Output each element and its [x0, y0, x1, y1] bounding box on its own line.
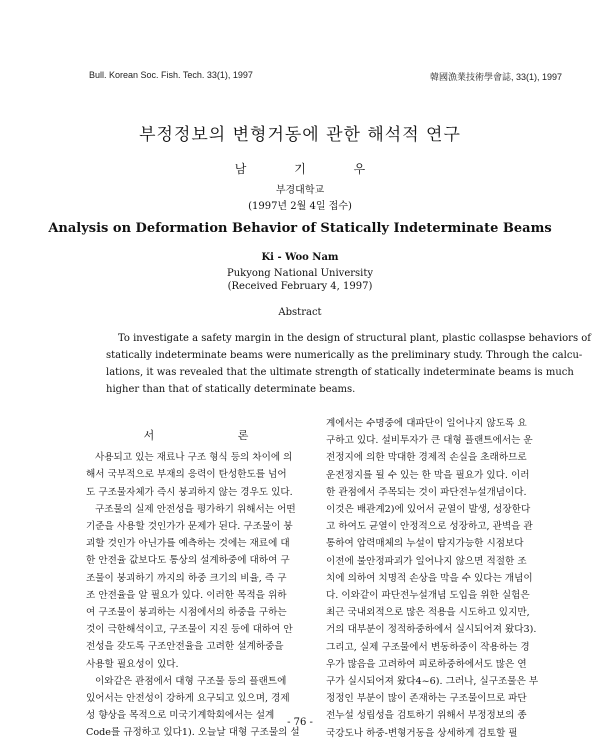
abstract-line: lations, it was revealed that the ultimate strength of statically indeterminate beams is much	[106, 367, 574, 378]
body-line: 한 관점에서 주목되는 것이 파단전누설개념이다.	[326, 486, 527, 498]
body-line: 전누설 성립성을 검토하기 위해서 부정정보의 종	[326, 710, 527, 722]
korean-affiliation: 부경대학교	[275, 185, 325, 196]
body-line: 해서 국부적으로 부재의 응력이 탄성한도를 넘어	[86, 469, 287, 481]
body-line: 이것은 배관계2)에 있어서 균열이 발생, 성장한다	[326, 504, 531, 516]
body-line: 구하고 있다. 설비투자가 큰 대형 플랜트에서는 운	[326, 435, 533, 447]
body-line: 고 하여도 균열이 안정적으로 성장하고, 관벽을 관	[326, 521, 533, 533]
body-line: 이와같은 관점에서 대형 구조물 등의 플랜트에	[95, 675, 287, 687]
body-line: 최근 국내외적으로 많은 적용을 시도하고 있지만,	[326, 607, 530, 619]
author-char: 남	[234, 162, 247, 176]
body-line: 이전에 불안정파괴가 일어나지 않으면 적절한 조	[326, 555, 527, 567]
body-line: 전성을 갖도록 구조안전율을 고려한 설계하중을	[86, 641, 284, 653]
body-line: 것이 극한해석이고, 구조물이 지진 등에 대하여 안	[86, 624, 293, 636]
body-column-right	[326, 415, 544, 742]
body-line: 구가 실시되어져 왔다4~6). 그러나, 실구조물은 부	[326, 676, 539, 688]
journal-header-korean: 韓國漁業技術學會誌, 33(1), 1997	[429, 72, 562, 82]
body-line: 전정지에 의한 막대한 경제적 손실을 초래하므로	[326, 452, 527, 464]
body-line: 국강도나 하중-변형거동을 상세하게 검토할 필	[326, 727, 518, 739]
english-received-date: (Received February 4, 1997)	[227, 281, 373, 292]
english-affiliation: Pukyong National University	[226, 268, 374, 279]
body-line: 거의 대부분이 정적하중하에서 실시되어져 왔다3).	[326, 624, 537, 636]
english-author: Ki - Woo Nam	[261, 252, 339, 263]
korean-author	[0, 160, 600, 177]
body-line: 그리고, 실제 구조물에서 변동하중이 작용하는 경	[326, 641, 530, 653]
body-line: 통하여 압력매체의 누설이 탐지가능한 시점보다	[326, 538, 524, 550]
body-line: 있어서는 안전성이 강하게 요구되고 있으며, 경제	[86, 693, 290, 705]
body-line: 운전정지를 될 수 있는 한 막을 필요가 있다. 이러	[326, 469, 530, 481]
body-line: 기준을 사용할 것인가가 문제가 된다. 구조물이 붕	[86, 521, 293, 533]
body-line: 한 안전율 값보다도 통상의 설계하중에 대하여 구	[86, 555, 290, 567]
body-line: 구조물의 실제 안전성을 평가하기 위해서는 어떤	[95, 503, 296, 515]
body-line: 사용되고 있는 재료나 구조 형식 등의 차이에 의	[95, 452, 293, 464]
body-line: 우가 많음을 고려하여 피로하중하에서도 많은 연	[326, 658, 527, 670]
abstract-heading: Abstract	[278, 307, 322, 318]
abstract-line: statically indeterminate beams were numerically as the preliminary study. Through the calcu-	[106, 350, 583, 361]
body-line: 조물이 붕괴하기 까지의 하중 크기의 비율, 즉 구	[86, 572, 287, 584]
body-line: 조 안전율을 알 필요가 있다. 이러한 목적을 위하	[86, 589, 287, 601]
body-line: 치에 의하여 치명적 손상을 막을 수 있다는 개념이	[326, 572, 533, 584]
korean-title: 부정정보의 변형거동에 관한 해석적 연구	[139, 125, 461, 145]
abstract-line: To investigate a safety margin in the design of structural plant, plastic collaspse behaviors of	[118, 333, 591, 344]
body-line: 사용할 필요성이 있다.	[86, 658, 179, 670]
body-line: 여 구조물이 붕괴하는 시점에서의 하중을 구하는	[86, 607, 287, 619]
page-number: - 76 -	[287, 717, 313, 728]
body-line: Code를 규정하고 있다1). 오늘날 대형 구조물의 설	[86, 727, 300, 739]
korean-received-date: (1997년 2월 4일 접수)	[248, 201, 352, 212]
body-line: 다. 이와같이 파단전누설개념 도입을 위한 실험은	[326, 590, 530, 602]
english-title: Analysis on Deformation Behavior of Statically Indeterminate Beams	[48, 221, 552, 236]
body-line: 괴할 것인가 아닌가를 예측하는 것에는 재료에 대	[86, 538, 290, 550]
abstract-body	[106, 330, 591, 398]
author-char: 우	[353, 162, 366, 176]
body-line: 도 구조물자체가 즉시 붕괴하지 않는 경우도 있다.	[86, 486, 293, 498]
author-char: 기	[294, 162, 306, 176]
body-line: 성 향상을 목적으로 미국기계학회에서는 설계	[86, 710, 275, 722]
abstract-line: higher than that of statically determinate beams.	[106, 384, 356, 395]
journal-header-english: Bull. Korean Soc. Fish. Tech. 33(1), 1997	[89, 70, 253, 80]
body-column-left	[86, 427, 306, 742]
section-heading-introduction: 서 론	[143, 429, 289, 442]
body-line: 계에서는 수명중에 대파단이 일어나지 않도록 요	[326, 418, 527, 429]
body-line: 정정인 부분이 많이 존재하는 구조물이므로 파단	[326, 693, 527, 705]
